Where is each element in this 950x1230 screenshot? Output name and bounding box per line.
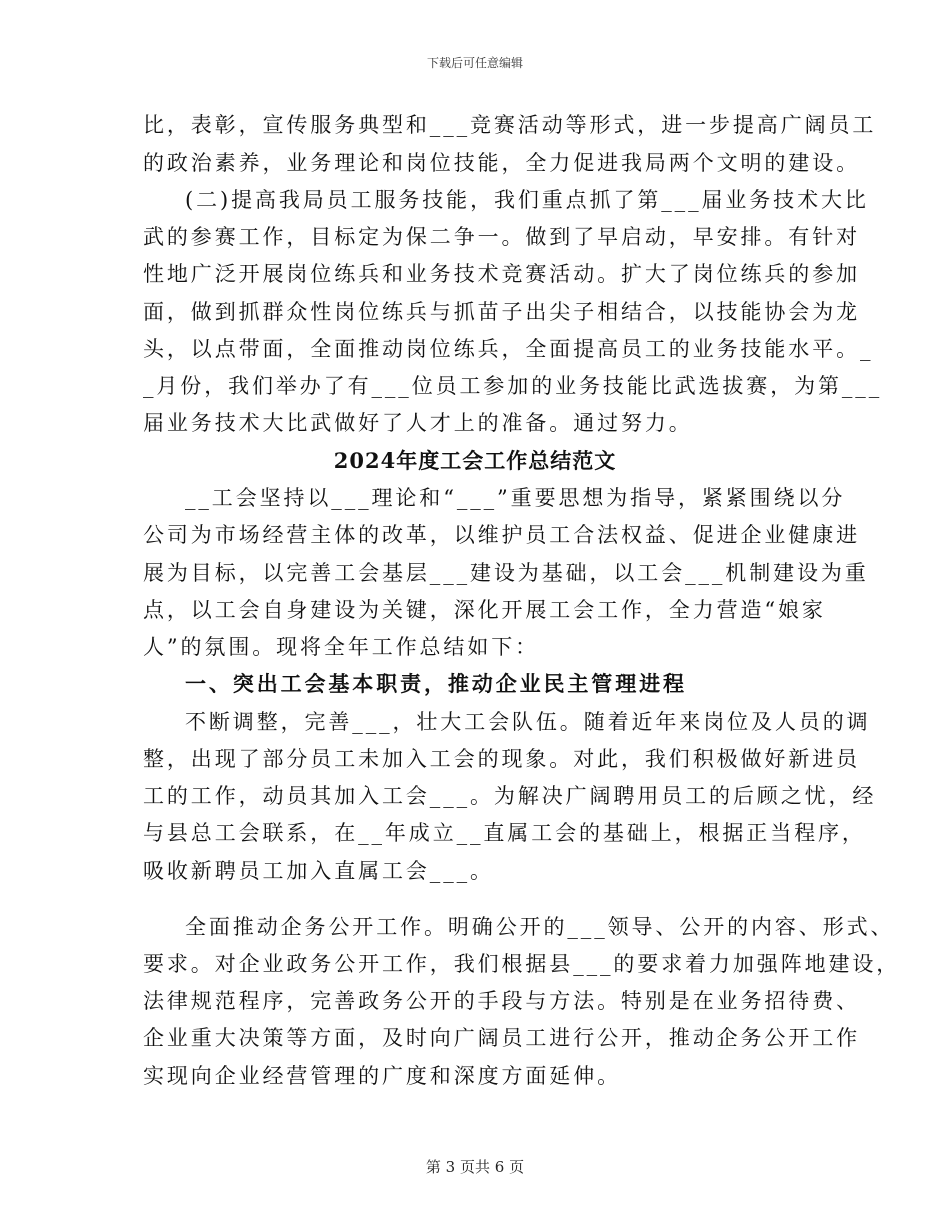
text-line: 整，出现了部分员工未加入工会的现象。对此，我们积极做好新进员 <box>143 747 860 771</box>
text-line: 全面推动企务公开工作。明确公开的___领导、公开的内容、形式、 <box>185 915 895 939</box>
text-line: 性地广泛开展岗位练兵和业务技术竞赛活动。扩大了岗位练兵的参加 <box>143 262 860 286</box>
section-heading: 一、突出工会基本职责，推动企业民主管理进程 <box>185 671 687 696</box>
text-line: __工会坚持以___理论和“___”重要思想为指导，紧紧围绕以分 <box>185 486 846 510</box>
text-line: 展为目标，以完善工会基层___建设为基础，以工会___机制建设为重 <box>143 561 869 585</box>
text-line: 要求。对企业政务公开工作，我们根据县___的要求着力加强阵地建设， <box>143 952 901 976</box>
article-title: 2024年度工会工作总结范文 <box>333 448 617 473</box>
page-number: 第 3 页共 6 页 <box>425 1158 525 1176</box>
text-line: 武的参赛工作，目标定为保二争一。做到了早启动，早安排。有针对 <box>143 225 860 249</box>
header-note: 下载后可任意编辑 <box>426 56 523 70</box>
text-line: 工的工作，动员其加入工会___。为解决广阔聘用员工的后顾之忧，经 <box>143 784 877 808</box>
text-line: 届业务技术大比武做好了人才上的准备。通过努力。 <box>143 411 693 435</box>
text-line: 企业重大决策等方面，及时向广阔员工进行公开，推动企务公开工作 <box>143 1026 860 1050</box>
text-line: 不断调整，完善___，壮大工会队伍。随着近年来岗位及人员的调 <box>185 710 871 734</box>
text-line: 法律规范程序，完善政务公开的手段与方法。特别是在业务招待费、 <box>143 989 860 1013</box>
text-line: 头，以点带面，全面推动岗位练兵，全面提高员工的业务技能水平。_ <box>143 337 874 361</box>
text-line: 实现向企业经营管理的广度和深度方面延伸。 <box>143 1064 621 1088</box>
text-line: 公司为市场经营主体的改革，以维护员工合法权益、促进企业健康进 <box>143 523 860 547</box>
text-line: 比，表彰，宣传服务典型和___竞赛活动等形式，进一步提高广阔员工 <box>143 113 877 137</box>
text-line: 面，做到抓群众性岗位练兵与抓苗子出尖子相结合，以技能协会为龙 <box>143 300 860 324</box>
text-line: (二)提高我局员工服务技能，我们重点抓了第___届业务技术大比 <box>185 188 869 212</box>
text-line: 的政治素养，业务理论和岗位技能，全力促进我局两个文明的建设。 <box>143 151 860 175</box>
text-line: 与县总工会联系，在__年成立__直属工会的基础上，根据正当程序， <box>143 821 866 845</box>
text-line: _月份，我们举办了有___位员工参加的业务技能比武选拔赛，为第___ <box>143 374 883 398</box>
text-line: 吸收新聘员工加入直属工会___。 <box>143 859 494 883</box>
text-line: 点，以工会自身建设为关键，深化开展工会工作，全力营造“娘家 <box>143 598 826 622</box>
text-line: 人”的氛围。现将全年工作总结如下： <box>143 635 540 659</box>
